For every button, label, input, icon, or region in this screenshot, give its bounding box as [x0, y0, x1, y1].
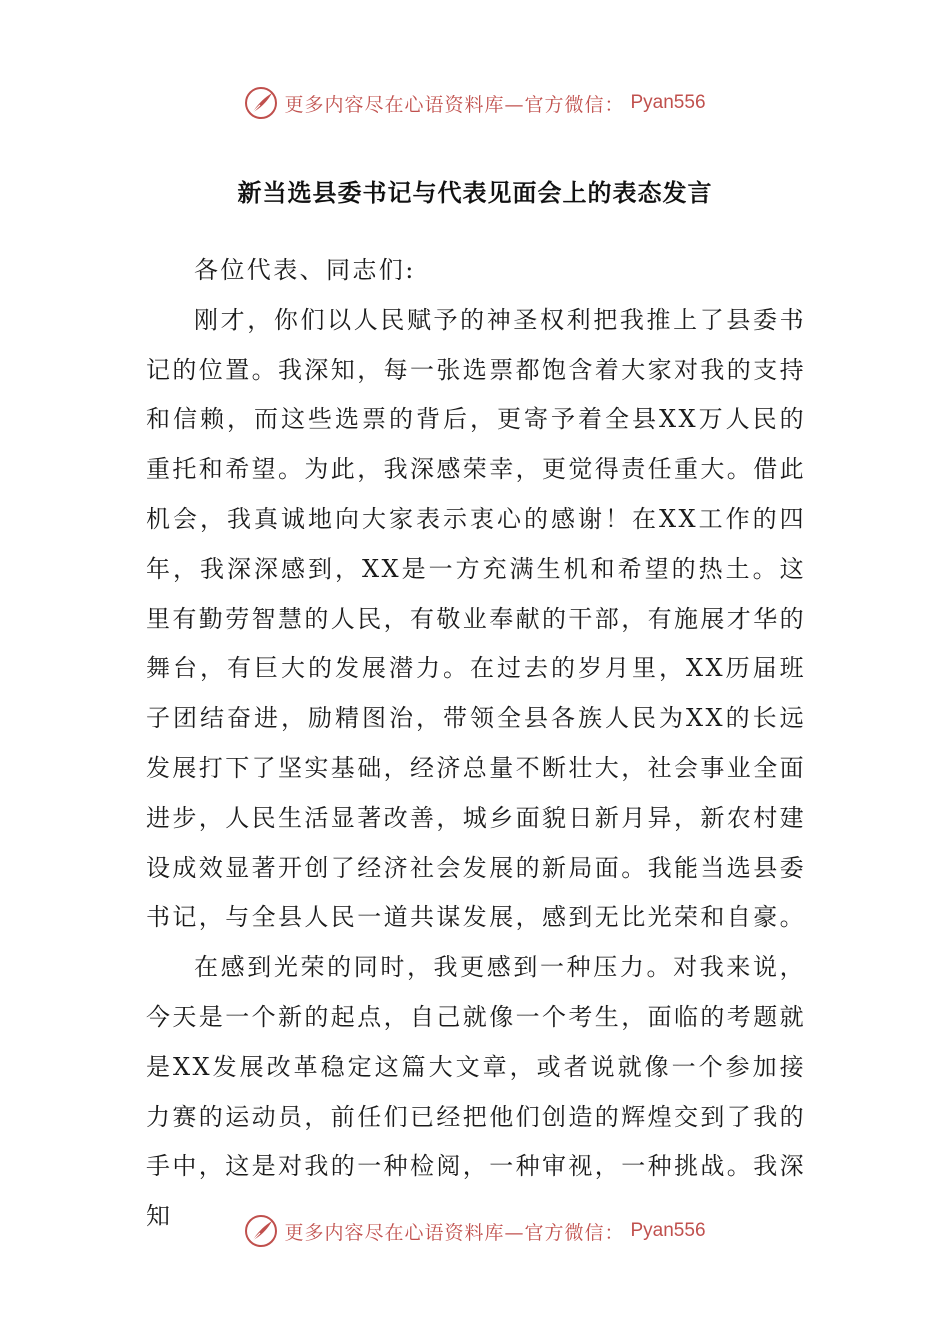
watermark-handle: Pyan556: [630, 92, 706, 113]
paragraph: 在感到光荣的同时，我更感到一种压力。对我来说，今天是一个新的起点，自己就像一个考生，面临的考题就是XX发展改革稳定这篇大文章，或者说就像一个参加接力赛的运动员，前任们已经把他们创造的辉煌交到了我的手中，这是对我的一种检阅，一种审视，一种挑战。我深知: [146, 953, 806, 1231]
document-title: 新当选县委书记与代表见面会上的表态发言: [237, 178, 713, 207]
footer-watermark: [0, 1211, 950, 1251]
quill-logo-icon: [244, 1214, 278, 1248]
watermark-text: 更多内容尽在心语资料库—官方微信：: [284, 93, 625, 116]
watermark-handle: Pyan556: [630, 1220, 706, 1241]
quill-logo-icon: [244, 86, 278, 120]
paragraph: 刚才，你们以人民赋予的神圣权利把我推上了县委书记的位置。我深知，每一张选票都饱含着大家对我的支持和信赖，而这些选票的背后，更寄予着全县XX万人民的重托和希望。为此，我深感荣幸，更觉得责任重大。借此机会，我真诚地向大家表示衷心的感谢！在XX工作的四年，我深深感到，XX是一方充满生机和希望的热土。这里有勤劳智慧的人民，有敬业奉献的干部，有施展才华的舞台，有巨大的发展潜力。在过去的岁月里，XX历届班子团结奋进，励精图治，带领全县各族人民为XX的长远发展打下了坚实基础，经济总量不断壮大，社会事业全面进步，人民生活显著改善，城乡面貌日新月异，新农村建设成效显著开创了经济社会发展的新局面。我能当选县委书记，与全县人民一道共谋发展，感到无比光荣和自豪。: [146, 305, 806, 932]
header-watermark: [0, 83, 950, 123]
watermark-text: 更多内容尽在心语资料库—官方微信：: [284, 1221, 625, 1244]
salutation: 各位代表、同志们:: [194, 256, 416, 284]
document-body: [146, 246, 806, 1242]
